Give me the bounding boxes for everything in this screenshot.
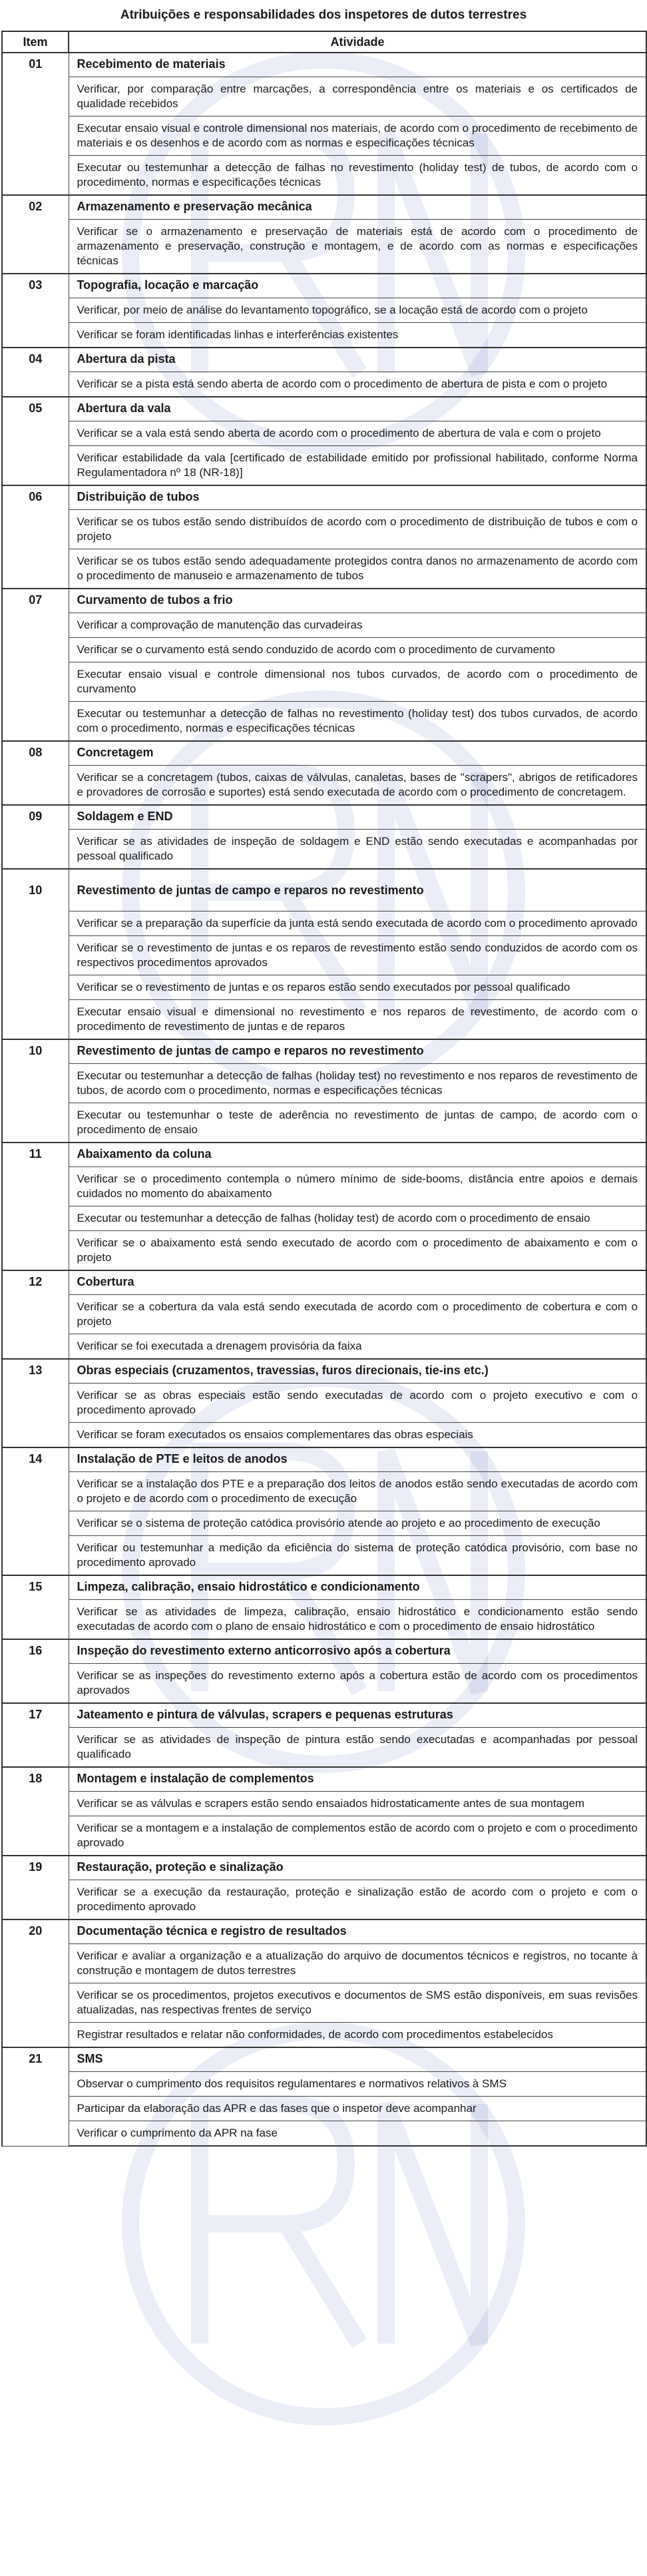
section-row (2, 1359, 646, 1384)
activity-text: Verificar se as atividades de inspeção de soldagem e END estão sendo executadas e acompanhadas por pessoal qualificado (69, 830, 646, 870)
activity-row (2, 662, 646, 702)
activity-text: Executar ou testemunhar a detecção de falhas (holiday test) no revestimento e nos reparos de revestimento de tubos, de acordo com o procedimento, normas e especificações técnicas (69, 1064, 646, 1103)
activity-row (2, 1944, 646, 1983)
activity-row (2, 1511, 646, 1536)
activity-text: Verificar, por meio de análise do levantamento topográfico, se a locação está de acordo com o projeto (69, 298, 646, 323)
activity-text: Verificar se a pista está sendo aberta de acordo com o procedimento de abertura de pista e com o projeto (69, 372, 646, 397)
activity-text: Verificar se a preparação da superfície da junta está sendo executada de acordo com o procedimento aprovado (69, 911, 646, 936)
activity-text: Verificar se foram identificadas linhas e interferências existentes (69, 323, 646, 348)
section-title: Revestimento de juntas de campo e reparos no revestimento (69, 869, 646, 911)
section-number: 09 (2, 805, 69, 869)
section-title: Abertura da pista (69, 348, 646, 372)
section-title: Limpeza, calibração, ensaio hidrostático e condicionamento (69, 1575, 646, 1600)
section-row (2, 274, 646, 298)
activity-text: Verificar se o sistema de proteção catódica provisório atende ao projeto e ao procedimento de execução (69, 1511, 646, 1536)
activity-text: Verificar se a montagem e a instalação de complementos estão de acordo com o projeto e com o procedimento aprovado (69, 1816, 646, 1856)
activity-row (2, 510, 646, 549)
activity-text: Verificar, por comparação entre marcações, a correspondência entre os materiais e os certificados de qualidade recebidos (69, 77, 646, 117)
activity-text: Executar ensaio visual e dimensional no revestimento e nos reparos de revestimento, de acordo com o procedimento de revestimento de juntas e de reparos (69, 1000, 646, 1040)
activity-text: Verificar se as válvulas e scrapers estão sendo ensaiados hidrostaticamente antes de sua montagem (69, 1792, 646, 1816)
activity-row (2, 1816, 646, 1856)
activity-text: Verificar se o revestimento de juntas e os reparos de revestimento estão sendo conduzidos de acordo com os respectivos procedimentos aprovados (69, 936, 646, 975)
activity-text: Verificar se a cobertura da vala está sendo executada de acordo com o procedimento de cobertura e com o projeto (69, 1295, 646, 1334)
section-title: Instalação de PTE e leitos de anodos (69, 1447, 646, 1472)
activity-row (2, 1167, 646, 1206)
section-row (2, 485, 646, 510)
section-number: 17 (2, 1703, 69, 1767)
activity-text: Verificar se os procedimentos, projetos executivos e documentos de SMS estão disponíveis, em suas revisões atualizadas, nas respectivas frentes de serviço (69, 1983, 646, 2023)
activity-text: Executar ou testemunhar a detecção de falhas no revestimento (holiday test) dos tubos curvados, de acordo com o procedimento, normas e especificações técnicas (69, 702, 646, 742)
section-title: Inspeção do revestimento externo anticorrosivo após a cobertura (69, 1639, 646, 1664)
activity-row (2, 1536, 646, 1576)
document-title: Atribuições e responsabilidades dos inspetores de dutos terrestres (120, 8, 527, 22)
activity-row (2, 1231, 646, 1271)
activity-row (2, 549, 646, 589)
section-number: 20 (2, 1920, 69, 2047)
activity-row (2, 2097, 646, 2121)
section-title: Restauração, proteção e sinalização (69, 1856, 646, 1880)
section-title: Cobertura (69, 1270, 646, 1295)
section-number: 11 (2, 1143, 69, 1270)
activity-text: Verificar e avaliar a organização e a atualização do arquivo de documentos técnicos e registros, no tocante à construção e montagem de dutos terrestres (69, 1944, 646, 1983)
activity-row (2, 77, 646, 117)
table-body (2, 53, 646, 2146)
activity-text: Verificar se as atividades de limpeza, calibração, ensaio hidrostático e condicionamento estão sendo executadas de acordo com o plano de ensaio hidrostático e com o procedimento de ensaio hidrostático (69, 1600, 646, 1640)
activity-row (2, 1983, 646, 2023)
section-title: Abertura da vala (69, 397, 646, 421)
section-number: 15 (2, 1575, 69, 1639)
activity-row (2, 298, 646, 323)
section-number: 10 (2, 1039, 69, 1143)
section-number: 02 (2, 195, 69, 274)
activity-text: Verificar se os tubos estão sendo adequadamente protegidos contra danos no armazenamento de acordo com o procedimento de manuseio e armazenamento de tubos (69, 549, 646, 589)
activity-row (2, 1600, 646, 1640)
activity-row (2, 911, 646, 936)
activity-row (2, 1880, 646, 1920)
activity-row (2, 117, 646, 156)
section-row (2, 1447, 646, 1472)
section-row (2, 1639, 646, 1664)
activity-text: Verificar a comprovação de manutenção das curvadeiras (69, 613, 646, 638)
activity-row (2, 1334, 646, 1360)
section-number: 05 (2, 397, 69, 485)
activity-text: Verificar ou testemunhar a medição da eficiência do sistema de proteção catódica provisório, com base no procedimento aprovado (69, 1536, 646, 1576)
activity-text: Executar ou testemunhar a detecção de falhas no revestimento (holiday test) de tubos, de acordo com o procedimento, normas e especificações técnicas (69, 156, 646, 196)
section-row (2, 1703, 646, 1728)
activity-row (2, 1728, 646, 1768)
section-row (2, 1856, 646, 1880)
section-row (2, 195, 646, 220)
activity-row (2, 1103, 646, 1143)
activity-text: Verificar se a instalação dos PTE e a preparação dos leitos de anodos estão sendo executadas de acordo com o projeto e de acordo com o procedimento de execução (69, 1472, 646, 1511)
activity-text: Verificar se as atividades de inspeção de pintura estão sendo executadas e acompanhadas por pessoal qualificado (69, 1728, 646, 1768)
activity-text: Verificar se foram executados os ensaios complementares das obras especiais (69, 1423, 646, 1448)
section-number: 10 (2, 869, 69, 1039)
activity-text: Executar ou testemunhar a detecção de falhas (holiday test) de acordo com o procedimento de ensaio (69, 1206, 646, 1231)
activity-text: Verificar o cumprimento da APR na fase (69, 2121, 646, 2147)
section-row (2, 741, 646, 766)
section-number: 04 (2, 348, 69, 397)
activity-row (2, 2023, 646, 2048)
section-row (2, 1270, 646, 1295)
section-number: 08 (2, 741, 69, 805)
activity-text: Verificar se as obras especiais estão sendo executadas de acordo com o projeto executivo e com o procedimento aprovado (69, 1384, 646, 1423)
section-number: 14 (2, 1447, 69, 1575)
activity-row (2, 2121, 646, 2147)
section-title: Topografia, locação e marcação (69, 274, 646, 298)
table-header-row (2, 31, 646, 53)
section-title: Curvamento de tubos a frio (69, 589, 646, 613)
section-number: 01 (2, 53, 69, 195)
activity-text: Verificar se foi executada a drenagem provisória da faixa (69, 1334, 646, 1360)
section-number: 18 (2, 1767, 69, 1856)
activity-row (2, 830, 646, 870)
activity-row (2, 1064, 646, 1103)
activity-row (2, 1472, 646, 1511)
activity-row (2, 613, 646, 638)
section-row (2, 397, 646, 421)
section-number: 12 (2, 1270, 69, 1359)
section-title: Distribuição de tubos (69, 485, 646, 510)
activity-row (2, 1206, 646, 1231)
activity-row (2, 1423, 646, 1448)
section-row (2, 348, 646, 372)
section-row (2, 805, 646, 830)
section-row (2, 1039, 646, 1064)
activity-text: Observar o cumprimento dos requisitos regulamentares e normativos relativos à SMS (69, 2072, 646, 2097)
activity-row (2, 1664, 646, 1704)
section-title: Soldagem e END (69, 805, 646, 830)
activity-text: Participar da elaboração das APR e das fases que o inspetor deve acompanhar (69, 2097, 646, 2121)
activity-row (2, 702, 646, 742)
header-item: Item (2, 31, 69, 53)
activity-row (2, 766, 646, 806)
section-title: Obras especiais (cruzamentos, travessias, furos direcionais, tie-ins etc.) (69, 1359, 646, 1384)
section-number: 03 (2, 274, 69, 348)
activity-row (2, 421, 646, 446)
activity-text: Verificar se a concretagem (tubos, caixas de válvulas, canaletas, bases de "scrapers", abrigos de retificadores e provadores de corrosão e suportes) está sendo executada de acordo com o procedimento de concretagem. (69, 766, 646, 806)
section-title: Documentação técnica e registro de resultados (69, 1920, 646, 1944)
section-title: Montagem e instalação de complementos (69, 1767, 646, 1792)
activity-text: Executar ou testemunhar o teste de aderência no revestimento de juntas de campo, de acordo com o procedimento de ensaio (69, 1103, 646, 1143)
activity-row (2, 1792, 646, 1816)
section-number: 13 (2, 1359, 69, 1447)
section-number: 19 (2, 1856, 69, 1920)
section-row (2, 1575, 646, 1600)
section-row (2, 589, 646, 613)
activity-row (2, 975, 646, 1000)
activity-row (2, 1295, 646, 1334)
activity-text: Verificar se o armazenamento e preservação de materiais está de acordo com o procedimento de armazenamento e preservação, construção e montagem, e de acordo com as normas e especificações técnicas (69, 220, 646, 274)
activity-row (2, 936, 646, 975)
section-number: 21 (2, 2047, 69, 2146)
activity-text: Verificar se a execução da restauração, proteção e sinalização estão de acordo com o projeto e com o procedimento aprovado (69, 1880, 646, 1920)
section-row (2, 2047, 646, 2072)
activity-text: Executar ensaio visual e controle dimensional nos tubos curvados, de acordo com o procedimento de curvamento (69, 662, 646, 702)
activity-text: Verificar se o procedimento contempla o número mínimo de side-booms, distância entre apoios e demais cuidados no momento do abaixamento (69, 1167, 646, 1206)
activity-row (2, 1000, 646, 1040)
section-row (2, 869, 646, 911)
activity-row (2, 372, 646, 397)
section-title: Jateamento e pintura de válvulas, scrapers e pequenas estruturas (69, 1703, 646, 1728)
section-title: Recebimento de materiais (69, 53, 646, 77)
section-number: 16 (2, 1639, 69, 1703)
activity-text: Verificar se a vala está sendo aberta de acordo com o procedimento de abertura de vala e com o projeto (69, 421, 646, 446)
section-title: Revestimento de juntas de campo e reparos no revestimento (69, 1039, 646, 1064)
activity-text: Verificar se o revestimento de juntas e os reparos estão sendo executados por pessoal qualificado (69, 975, 646, 1000)
section-number: 06 (2, 485, 69, 589)
activity-row (2, 446, 646, 486)
section-row (2, 1143, 646, 1167)
activity-row (2, 323, 646, 348)
section-title: SMS (69, 2047, 646, 2072)
section-title: Concretagem (69, 741, 646, 766)
section-title: Armazenamento e preservação mecânica (69, 195, 646, 220)
activity-text: Verificar se o curvamento está sendo conduzido de acordo com o procedimento de curvamento (69, 638, 646, 662)
section-number: 07 (2, 589, 69, 741)
section-row (2, 1920, 646, 1944)
activity-row (2, 156, 646, 196)
activity-text: Verificar se o abaixamento está sendo executado de acordo com o procedimento de abaixamento e com o projeto (69, 1231, 646, 1271)
activity-text: Registrar resultados e relatar não conformidades, de acordo com procedimentos estabelecidos (69, 2023, 646, 2048)
responsibilities-table (1, 31, 647, 2147)
activity-text: Executar ensaio visual e controle dimensional nos materiais, de acordo com o procedimento de recebimento de materiais e os desenhos e de acordo com as normas e especificações técnicas (69, 117, 646, 156)
activity-row (2, 638, 646, 662)
activity-text: Verificar se as inspeções do revestimento externo após a cobertura estão de acordo com os procedimentos aprovados (69, 1664, 646, 1704)
section-title: Abaixamento da coluna (69, 1143, 646, 1167)
activity-row (2, 220, 646, 274)
header-activity: Atividade (69, 31, 646, 53)
activity-row (2, 2072, 646, 2097)
section-row (2, 1767, 646, 1792)
section-row (2, 53, 646, 77)
activity-text: Verificar se os tubos estão sendo distribuídos de acordo com o procedimento de distribuição de tubos e com o projeto (69, 510, 646, 549)
activity-text: Verificar estabilidade da vala [certificado de estabilidade emitido por profissional habilitado, conforme Norma Regulamentadora nº 18 (NR-18)] (69, 446, 646, 486)
activity-row (2, 1384, 646, 1423)
